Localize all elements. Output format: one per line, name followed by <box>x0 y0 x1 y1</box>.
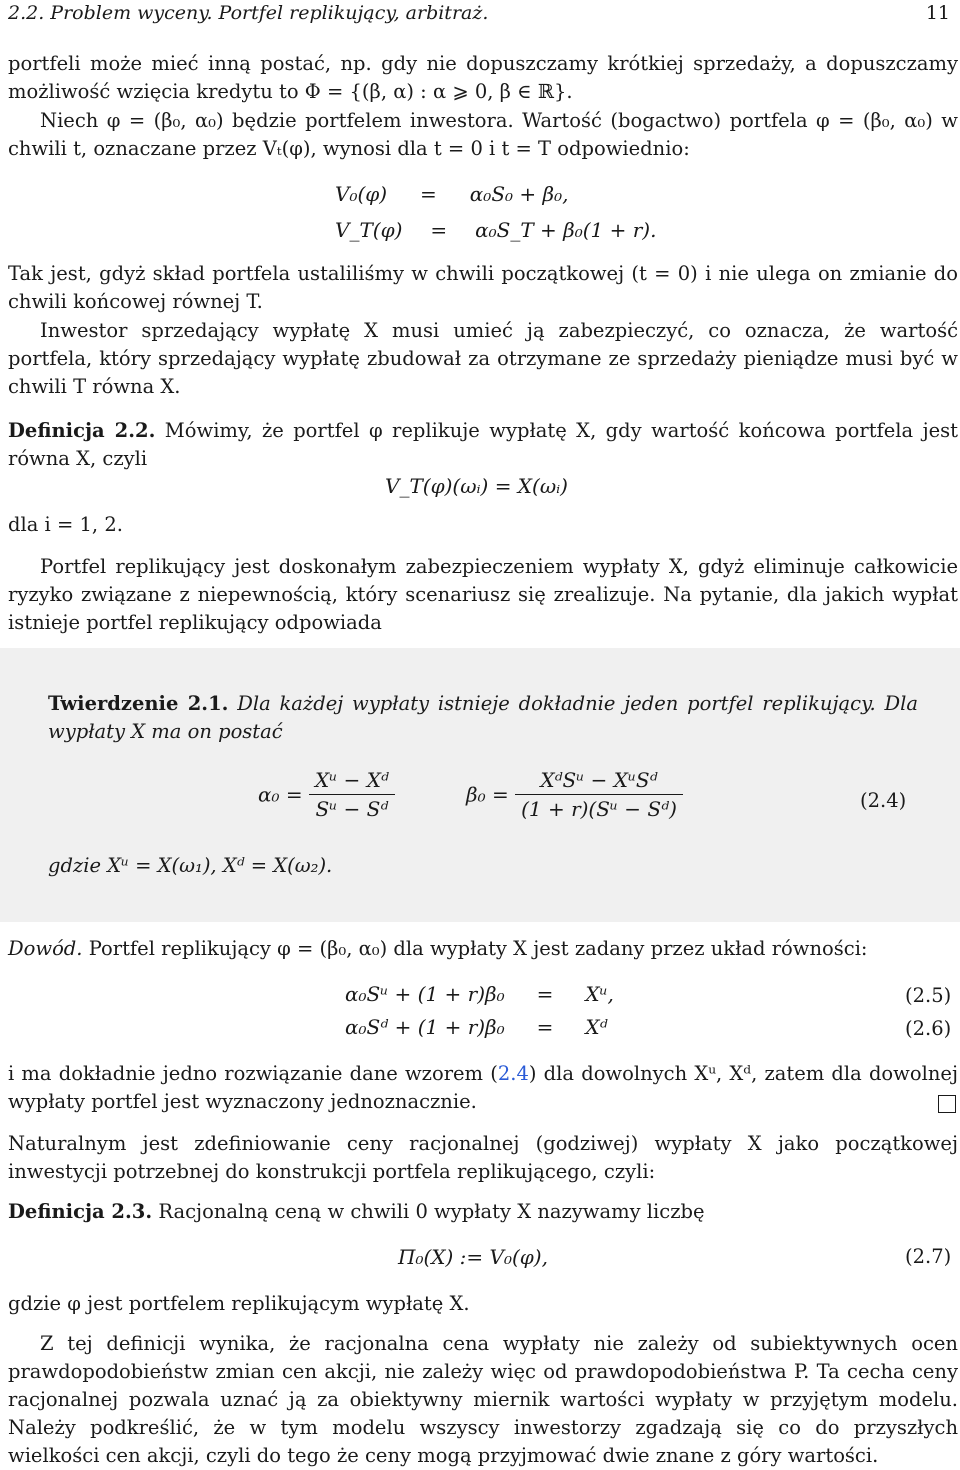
proof-tail-b: ) dla dowolnych Xᵘ, Xᵈ, zatem dla dowolnej wypłaty portfel jest wyznaczony jednoznacznie. <box>8 1062 958 1113</box>
alpha0-lhs: α₀ = <box>258 782 303 807</box>
proof-text: Portfel replikujący φ = (β₀, α₀) dla wypłaty X jest zadany przez układ równości: <box>88 937 868 960</box>
eq26-lhs: α₀Sᵈ + (1 + r)β₀ <box>345 1015 505 1039</box>
eq-vt-lhs: V_T(φ) <box>335 218 403 242</box>
proof-intro <box>8 935 958 963</box>
definition-2-3-tail: gdzie φ jest portfelem replikującym wypłatę X. <box>8 1292 470 1315</box>
eq-vt-rhs: α₀S_T + β₀(1 + r). <box>475 218 657 242</box>
paragraph-portfolio-set: portfeli może mieć inną postać, np. gdy nie dopuszczamy krótkiej sprzedaży, a dopuszczamy możliwość wzięcia kredytu to Φ = {(β, α) : α ⩾ 0, β ∈ ℝ}. <box>8 52 958 103</box>
theorem-2-1-tail: gdzie Xᵘ = X(ω₁), Xᵈ = X(ω₂). <box>48 854 333 877</box>
eq26-rel: = <box>536 1015 554 1039</box>
paragraph-hedging: Inwestor sprzedający wypłatę X musi umieć ją zabezpieczyć, co oznacza, że wartość portfela, który sprzedający wypłatę zbudował za otrzymane ze sprzedaży pieniądze musi być w chwili T równa X. <box>8 319 958 398</box>
beta0-lhs: β₀ = <box>466 782 509 807</box>
alpha0-numerator: Xᵘ − Xᵈ <box>309 768 395 795</box>
definition-2-3-label: Definicja 2.3. <box>8 1200 153 1223</box>
eq-v0-rhs: α₀S₀ + β₀, <box>469 182 569 206</box>
formula-alpha0 <box>258 768 395 821</box>
eq-v0-rel: = <box>420 182 437 206</box>
proof-label: Dowód. <box>8 937 83 960</box>
paragraph-rational-price: Naturalnym jest zdefiniowanie ceny racjonalnej (godziwej) wypłaty X jako początkowej inwestycji potrzebnej do konstrukcji portfela replikującego, czyli: <box>8 1132 958 1183</box>
running-header <box>8 2 950 28</box>
running-title: 2.2. Problem wyceny. Portfel replikujący, arbitraż. <box>8 2 489 24</box>
definition-2-2-text: Mówimy, że portfel φ replikuje wypłatę X, gdy wartość końcowa portfela jest równa X, czyli <box>8 419 958 470</box>
alpha0-fraction <box>309 768 395 821</box>
theorem-2-1 <box>48 690 918 746</box>
equation-vt <box>335 218 656 242</box>
formula-beta0 <box>466 768 683 821</box>
paragraph-perfect-hedge: Portfel replikujący jest doskonałym zabezpieczeniem wypłaty X, gdyż eliminuje całkowicie ryzyko związane z niepewnością, który scenariusz się zrealizuje. Na pytanie, dla jakich wypłat istnieje portfel replikujący odpowiada <box>8 555 958 634</box>
equation-number-2-7: (2.7) <box>905 1245 952 1268</box>
equation-2-5 <box>345 982 614 1006</box>
beta0-denominator: (1 + r)(Sᵘ − Sᵈ) <box>521 797 677 821</box>
eq26-rhs: Xᵈ <box>585 1015 608 1039</box>
equation-replication: V_T(φ)(ωᵢ) = X(ωᵢ) <box>385 474 568 498</box>
eq-vt-rel: = <box>430 218 448 242</box>
proof-tail-a: i ma dokładnie jedno rozwiązanie dane wzorem ( <box>8 1062 498 1085</box>
theorem-2-1-text: Dla każdej wypłaty istnieje dokładnie jeden portfel replikujący. Dla wypłaty X ma on postać <box>48 692 918 743</box>
paragraph-portfolio-value: Niech φ = (β₀, α₀) będzie portfelem inwestora. Wartość (bogactwo) portfela φ = (β₀, α₀) w chwili t, oznaczane przez Vₜ(φ), wynosi dla t = 0 i t = T odpowiednio: <box>8 109 958 160</box>
qed-square-icon <box>938 1095 956 1113</box>
equation-number-2-5: (2.5) <box>905 984 952 1007</box>
beta0-fraction <box>515 768 683 821</box>
equation-2-7: Π₀(X) := V₀(φ), <box>398 1245 548 1269</box>
definition-2-2 <box>8 417 958 473</box>
equation-2-4-link[interactable]: 2.4 <box>497 1062 529 1085</box>
definition-2-3 <box>8 1198 958 1226</box>
page-number: 11 <box>925 2 950 24</box>
definition-2-2-label: Definicja 2.2. <box>8 419 156 442</box>
definition-2-2-tail: dla i = 1, 2. <box>8 513 123 536</box>
eq25-lhs: α₀Sᵘ + (1 + r)β₀ <box>345 982 505 1006</box>
beta0-numerator: XᵈSᵘ − XᵘSᵈ <box>515 768 683 795</box>
equation-2-6 <box>345 1015 608 1039</box>
eq-v0-lhs: V₀(φ) <box>335 182 388 206</box>
equation-number-2-4: (2.4) <box>860 789 907 812</box>
proof-conclusion <box>8 1060 958 1116</box>
alpha0-denominator: Sᵘ − Sᵈ <box>315 797 389 821</box>
equation-number-2-6: (2.6) <box>905 1017 952 1040</box>
definition-2-3-text: Racjonalną ceną w chwili 0 wypłaty X nazywamy liczbę <box>158 1200 705 1223</box>
paragraph-objective-price: Z tej definicji wynika, że racjonalna cena wypłaty nie zależy od subiektywnych ocen prawdopodobieństw zmian cen akcji, nie zależy więc od prawdopodobieństwa P. Ta cecha ceny racjonalnej pozwala uznać ją za obiektywny miernik wartości wypłaty w przyjętym modelu. Należy podkreślić, że w tym modelu wszyscy inwestorzy zgadzają się co do przyszłych wielkości cen akcji, czyli do tego że ceny mogą przyjmować dwie znane z góry wartości. <box>8 1332 958 1467</box>
eq25-rhs: Xᵘ, <box>585 982 614 1006</box>
paragraph-composition: Tak jest, gdyż skład portfela ustaliliśmy w chwili początkowej (t = 0) i nie ulega on zmianie do chwili końcowej równej T. <box>8 262 958 313</box>
theorem-2-1-label: Twierdzenie 2.1. <box>48 692 229 715</box>
equation-v0 <box>335 182 568 206</box>
eq25-rel: = <box>536 982 554 1006</box>
